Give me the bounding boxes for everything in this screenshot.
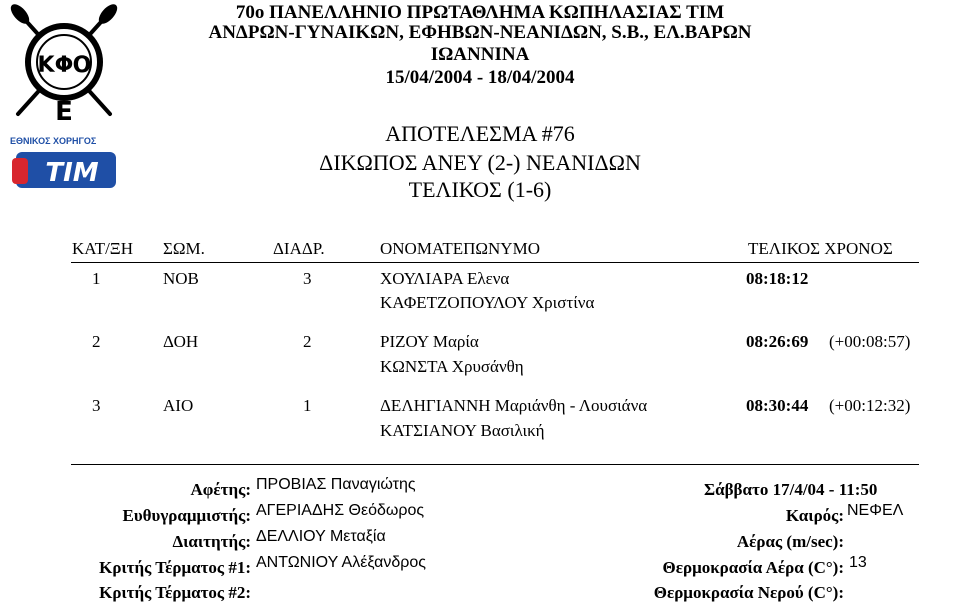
footer-rule <box>71 464 919 465</box>
column-time: ΤΕΛΙΚΟΣ ΧΡΟΝΟΣ <box>748 239 893 258</box>
finish-judge-2-label: Κριτής Τέρματος #2: <box>99 583 251 602</box>
column-names: ΟΝΟΜΑΤΕΠΩΝΥΜΟ <box>380 239 540 258</box>
logo-letter-o: Ο <box>72 53 92 78</box>
row-name-2: ΚΑΤΣΙΑΝΟΥ Βασιλική <box>380 421 545 440</box>
row-club: ΔΟΗ <box>163 332 199 351</box>
venue: ΙΩΑΝΝΙΝΑ <box>430 44 530 65</box>
column-rank: ΚΑΤ/ΞΗ <box>72 239 134 258</box>
result-title: ΑΠΟΤΕΛΕΣΜΑ #76 <box>385 121 575 146</box>
row-name-1: ΡΙΖΟΥ Μαρία <box>380 332 479 351</box>
starter-name: ΠΡΟΒΙΑΣ Παναγιώτης <box>256 476 416 493</box>
event-stage: ΤΕΛΙΚΟΣ (1-6) <box>408 177 552 202</box>
row-club: ΑΙΟ <box>163 396 194 415</box>
finish-judge-1-name: ΑΝΤΩΝΙΟΥ Αλέξανδρος <box>256 554 426 571</box>
row-time: 08:30:44 <box>746 396 809 415</box>
wind-label: Αέρας (m/sec): <box>736 532 844 551</box>
row-rank: 2 <box>92 332 101 351</box>
starter-label: Αφέτης: <box>190 480 251 499</box>
row-name-1: ΔΕΛΗΓΙΑΝΝΗ Μαριάνθη - Λουσιάνα <box>380 396 648 415</box>
row-lane: 3 <box>303 269 312 288</box>
row-name-2: ΚΩΝΣΤΑ Χρυσάνθη <box>380 357 524 376</box>
row-diff: (+00:08:57) <box>829 332 911 351</box>
row-diff: (+00:12:32) <box>829 396 911 415</box>
row-time: 08:26:69 <box>746 332 809 351</box>
umpire-name: ΔΕΛΛΙΟΥ Μεταξία <box>256 528 386 545</box>
water-temp-label: Θερμοκρασία Νερού (C°): <box>653 583 844 602</box>
logo-letter-f: Φ <box>54 53 74 78</box>
logo-letter-e: Ε <box>55 97 73 127</box>
championship-title: 70ο ΠΑΝΕΛΛΗΝΙΟ ΠΡΩΤΑΘΛΗΜΑ ΚΩΠΗΛΑΣΙΑΣ ΤΙΜ <box>235 2 725 23</box>
weather-value: ΝΕΦΕΛ <box>847 502 904 519</box>
row-name-1: ΧΟΥΛΙΑΡΑ Ελενα <box>380 269 510 288</box>
row-time: 08:18:12 <box>746 269 809 288</box>
event-name: ΔΙΚΩΠΟΣ ΑΝΕΥ (2-) ΝΕΑΝΙΔΩΝ <box>319 150 641 175</box>
umpire-label: Διαιτητής: <box>172 532 251 551</box>
row-lane: 1 <box>303 396 312 415</box>
logo-letter-k: Κ <box>37 53 55 78</box>
aligner-label: Ευθυγραμμιστής: <box>122 506 251 525</box>
finish-judge-1-label: Κριτής Τέρματος #1: <box>99 558 251 577</box>
column-lane: ΔΙΑΔΡ. <box>273 239 325 258</box>
aligner-name: ΑΓΕΡΙΑΔΗΣ Θεόδωρος <box>256 502 425 519</box>
air-temp-value: 13 <box>849 554 867 571</box>
championship-dates: 15/04/2004 - 18/04/2004 <box>385 67 575 88</box>
row-club: ΝΟΒ <box>163 269 199 288</box>
row-rank: 1 <box>92 269 101 288</box>
row-lane: 2 <box>303 332 312 351</box>
air-temp-label: Θερμοκρασία Αέρα (C°): <box>662 558 844 577</box>
tim-wordmark: TIM <box>45 158 99 188</box>
row-rank: 3 <box>92 396 101 415</box>
race-datetime: Σάββατο 17/4/04 - 11:50 <box>704 480 878 499</box>
sponsor-label: ΕΘΝΙΚΟΣ ΧΟΡΗΓΟΣ <box>10 136 97 146</box>
header-rule <box>71 262 919 263</box>
championship-categories: ΑΝΔΡΩΝ-ΓΥΝΑΙΚΩΝ, ΕΦΗΒΩΝ-ΝΕΑΝΙΔΩΝ, S.B., ΕΛ.ΒΑΡΩΝ <box>208 22 752 43</box>
column-club: ΣΩΜ. <box>163 239 205 258</box>
weather-label: Καιρός: <box>785 506 844 525</box>
row-name-2: ΚΑΦΕΤΖΟΠΟΥΛΟΥ Χριστίνα <box>380 293 595 312</box>
